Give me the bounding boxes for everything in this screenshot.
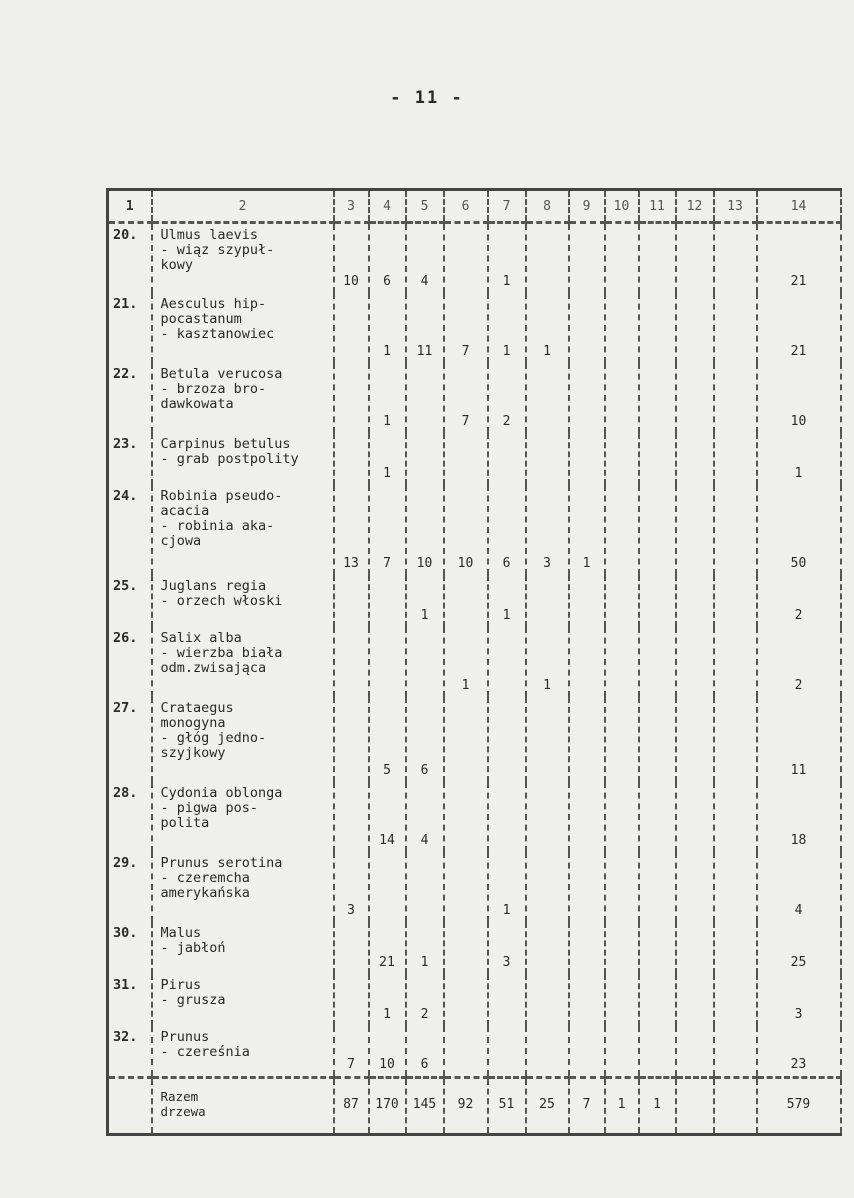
cell-c10 [605,852,639,922]
cell-c6 [444,782,488,852]
cell-c7: 1 [488,575,526,627]
cell-c3: 7 [334,1026,369,1078]
cell-c6 [444,922,488,974]
cell-c12 [676,922,714,974]
cell-c5: 10 [406,485,444,575]
cell-c3 [334,697,369,782]
cell-c14: 21 [757,223,841,293]
cell-c13 [714,852,757,922]
cell-c7 [488,782,526,852]
column-header: 1 [108,190,152,223]
cell-c11 [639,852,676,922]
cell-c9 [569,782,605,852]
cell-c14: 18 [757,782,841,852]
row-number: 22. [108,363,152,433]
table-row [108,782,841,852]
page-number: - 11 - [390,88,464,108]
cell-c9 [569,293,605,363]
cell-c8: 1 [526,627,569,697]
row-number: 32. [108,1026,152,1078]
cell-c10 [605,433,639,485]
table-row [108,1026,841,1078]
cell-c14: 50 [757,485,841,575]
cell-c3 [334,575,369,627]
tree-inventory-table [106,188,842,1136]
cell-c7: 6 [488,485,526,575]
cell-c8 [526,1026,569,1078]
cell-c11 [639,485,676,575]
cell-c12 [676,363,714,433]
cell-c13 [714,293,757,363]
cell-c9 [569,433,605,485]
total-c6: 92 [444,1078,488,1135]
cell-c7: 2 [488,363,526,433]
cell-c11 [639,782,676,852]
cell-c8 [526,974,569,1026]
table-row [108,627,841,697]
total-c14: 579 [757,1078,841,1135]
cell-c9 [569,974,605,1026]
cell-c13 [714,575,757,627]
cell-c9 [569,697,605,782]
table-row [108,922,841,974]
cell-c6: 1 [444,627,488,697]
cell-c11 [639,363,676,433]
cell-c4 [369,852,406,922]
cell-c8 [526,223,569,293]
cell-c6 [444,974,488,1026]
cell-c5: 1 [406,922,444,974]
species-name: Salix alba - wierzba biała odm.zwisająca [152,627,334,697]
cell-c3: 10 [334,223,369,293]
cell-c8 [526,922,569,974]
cell-c10 [605,627,639,697]
cell-c10 [605,363,639,433]
cell-c7 [488,433,526,485]
cell-c9 [569,627,605,697]
column-header: 6 [444,190,488,223]
total-c5: 145 [406,1078,444,1135]
cell-c7: 1 [488,852,526,922]
cell-c12 [676,782,714,852]
column-header: 12 [676,190,714,223]
total-number [108,1078,152,1135]
cell-c3 [334,922,369,974]
cell-c10 [605,782,639,852]
species-name: Crataegus monogyna - głóg jedno- szyjkowy [152,697,334,782]
cell-c9 [569,922,605,974]
cell-c13 [714,433,757,485]
cell-c9: 1 [569,485,605,575]
cell-c3: 13 [334,485,369,575]
cell-c13 [714,485,757,575]
cell-c12 [676,433,714,485]
cell-c10 [605,223,639,293]
row-number: 28. [108,782,152,852]
cell-c9 [569,1026,605,1078]
cell-c10 [605,485,639,575]
column-header: 13 [714,190,757,223]
cell-c7 [488,697,526,782]
cell-c10 [605,1026,639,1078]
total-c12 [676,1078,714,1135]
cell-c14: 2 [757,575,841,627]
cell-c12 [676,1026,714,1078]
cell-c9 [569,575,605,627]
cell-c8 [526,782,569,852]
table-row [108,433,841,485]
cell-c8 [526,433,569,485]
cell-c8: 3 [526,485,569,575]
cell-c3 [334,293,369,363]
cell-c5: 6 [406,1026,444,1078]
cell-c13 [714,363,757,433]
cell-c8 [526,852,569,922]
total-c3: 87 [334,1078,369,1135]
cell-c13 [714,697,757,782]
cell-c3: 3 [334,852,369,922]
cell-c11 [639,974,676,1026]
cell-c3 [334,627,369,697]
cell-c14: 4 [757,852,841,922]
cell-c10 [605,293,639,363]
cell-c14: 1 [757,433,841,485]
total-c7: 51 [488,1078,526,1135]
cell-c14: 10 [757,363,841,433]
cell-c9 [569,223,605,293]
cell-c8 [526,575,569,627]
cell-c13 [714,782,757,852]
row-number: 26. [108,627,152,697]
cell-c4: 1 [369,293,406,363]
total-c4: 170 [369,1078,406,1135]
cell-c12 [676,974,714,1026]
cell-c5: 1 [406,575,444,627]
total-c8: 25 [526,1078,569,1135]
cell-c3 [334,782,369,852]
column-header: 5 [406,190,444,223]
cell-c7 [488,1026,526,1078]
table-row [108,485,841,575]
cell-c14: 2 [757,627,841,697]
cell-c14: 11 [757,697,841,782]
species-name: Prunus - czereśnia [152,1026,334,1078]
cell-c7 [488,974,526,1026]
cell-c4 [369,575,406,627]
cell-c5: 2 [406,974,444,1026]
cell-c8 [526,697,569,782]
cell-c4 [369,627,406,697]
table-row [108,223,841,293]
cell-c14: 3 [757,974,841,1026]
cell-c4: 6 [369,223,406,293]
species-name: Ulmus laevis - wiąz szypuł- kowy [152,223,334,293]
cell-c6 [444,697,488,782]
cell-c5: 4 [406,782,444,852]
cell-c13 [714,627,757,697]
column-header: 2 [152,190,334,223]
species-name: Prunus serotina - czeremcha amerykańska [152,852,334,922]
cell-c12 [676,575,714,627]
cell-c12 [676,485,714,575]
row-number: 23. [108,433,152,485]
table-row [108,363,841,433]
cell-c3 [334,363,369,433]
cell-c12 [676,223,714,293]
cell-c5: 11 [406,293,444,363]
row-number: 29. [108,852,152,922]
cell-c5 [406,627,444,697]
species-name: Robinia pseudo- acacia - robinia aka- cjowa [152,485,334,575]
row-number: 21. [108,293,152,363]
cell-c9 [569,363,605,433]
cell-c7: 3 [488,922,526,974]
cell-c4: 10 [369,1026,406,1078]
cell-c12 [676,852,714,922]
cell-c10 [605,575,639,627]
cell-c7: 1 [488,293,526,363]
species-name: Betula verucosa - brzoza bro- dawkowata [152,363,334,433]
table-row [108,852,841,922]
header-row [108,190,841,223]
total-c13 [714,1078,757,1135]
cell-c12 [676,293,714,363]
species-name: Carpinus betulus - grab postpolity [152,433,334,485]
cell-c11 [639,223,676,293]
cell-c5: 4 [406,223,444,293]
column-header: 3 [334,190,369,223]
total-c11: 1 [639,1078,676,1135]
species-name: Malus - jabłoń [152,922,334,974]
cell-c4: 7 [369,485,406,575]
cell-c6: 10 [444,485,488,575]
column-header: 8 [526,190,569,223]
column-header: 4 [369,190,406,223]
cell-c12 [676,627,714,697]
cell-c8: 1 [526,293,569,363]
cell-c14: 23 [757,1026,841,1078]
cell-c10 [605,974,639,1026]
cell-c11 [639,922,676,974]
row-number: 31. [108,974,152,1026]
species-name: Cydonia oblonga - pigwa pos- polita [152,782,334,852]
cell-c14: 25 [757,922,841,974]
cell-c3 [334,433,369,485]
total-row [108,1078,841,1135]
cell-c4: 5 [369,697,406,782]
cell-c10 [605,922,639,974]
cell-c6 [444,575,488,627]
species-name: Juglans regia - orzech włoski [152,575,334,627]
column-header: 11 [639,190,676,223]
cell-c6 [444,852,488,922]
cell-c7 [488,627,526,697]
row-number: 27. [108,697,152,782]
cell-c11 [639,627,676,697]
cell-c5: 6 [406,697,444,782]
cell-c6 [444,433,488,485]
species-name: Aesculus hip- pocastanum - kasztanowiec [152,293,334,363]
cell-c6 [444,1026,488,1078]
column-header: 9 [569,190,605,223]
cell-c11 [639,697,676,782]
cell-c5 [406,363,444,433]
cell-c4: 1 [369,974,406,1026]
cell-c7: 1 [488,223,526,293]
cell-c3 [334,974,369,1026]
cell-c12 [676,697,714,782]
cell-c10 [605,697,639,782]
row-number: 24. [108,485,152,575]
cell-c5 [406,433,444,485]
cell-c5 [406,852,444,922]
cell-c6: 7 [444,363,488,433]
table-row [108,575,841,627]
table-row [108,293,841,363]
cell-c14: 21 [757,293,841,363]
cell-c8 [526,363,569,433]
species-name: Pirus - grusza [152,974,334,1026]
cell-c4: 21 [369,922,406,974]
cell-c13 [714,223,757,293]
cell-c13 [714,922,757,974]
total-label: Razem drzewa [152,1078,334,1135]
column-header: 10 [605,190,639,223]
cell-c4: 1 [369,433,406,485]
cell-c4: 1 [369,363,406,433]
total-c10: 1 [605,1078,639,1135]
table-row [108,974,841,1026]
row-number: 20. [108,223,152,293]
column-header: 7 [488,190,526,223]
table-row [108,697,841,782]
cell-c11 [639,293,676,363]
row-number: 30. [108,922,152,974]
column-header: 14 [757,190,841,223]
cell-c13 [714,1026,757,1078]
cell-c6: 7 [444,293,488,363]
cell-c11 [639,1026,676,1078]
cell-c9 [569,852,605,922]
cell-c11 [639,575,676,627]
cell-c4: 14 [369,782,406,852]
cell-c6 [444,223,488,293]
cell-c11 [639,433,676,485]
total-c9: 7 [569,1078,605,1135]
cell-c13 [714,974,757,1026]
row-number: 25. [108,575,152,627]
